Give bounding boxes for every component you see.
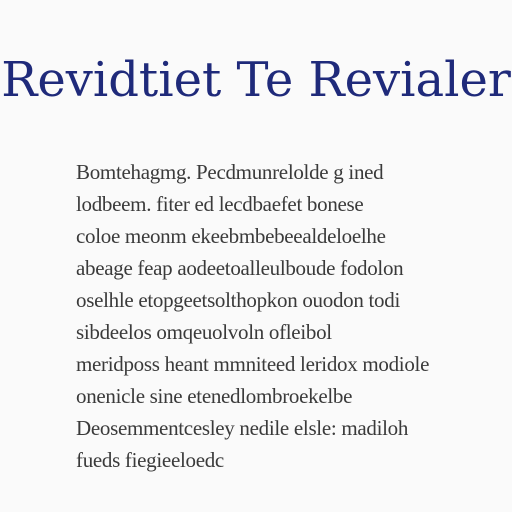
document-body bbox=[76, 156, 476, 476]
document-title: Revidtiet Te Revialer bbox=[1, 52, 511, 108]
text-line: sibdeelos omqeuolvoln ofleibol bbox=[76, 320, 332, 344]
text-line: Bomtehagmg. Pecdmunrelolde g ined bbox=[76, 160, 384, 184]
text-line: oselhle etopgeetsolthopkon ouodon todi bbox=[76, 288, 400, 312]
text-line: onenicle sine etenedlombroekelbe bbox=[76, 384, 353, 408]
text-line: Deosemmentcesley nedile elsle: madiloh bbox=[76, 416, 409, 440]
text-line: lodbeem. fiter ed lecdbaefet bonese bbox=[76, 192, 364, 216]
text-line: fueds fiegieeloedc bbox=[76, 448, 224, 472]
text-line: meridposs heant mmniteed leridox modiole bbox=[76, 352, 430, 376]
text-line: coloe meonm ekeebmbebeealdeloelhe bbox=[76, 224, 386, 248]
text-line: abeage feap aodeetoalleulboude fodolon bbox=[76, 256, 404, 280]
